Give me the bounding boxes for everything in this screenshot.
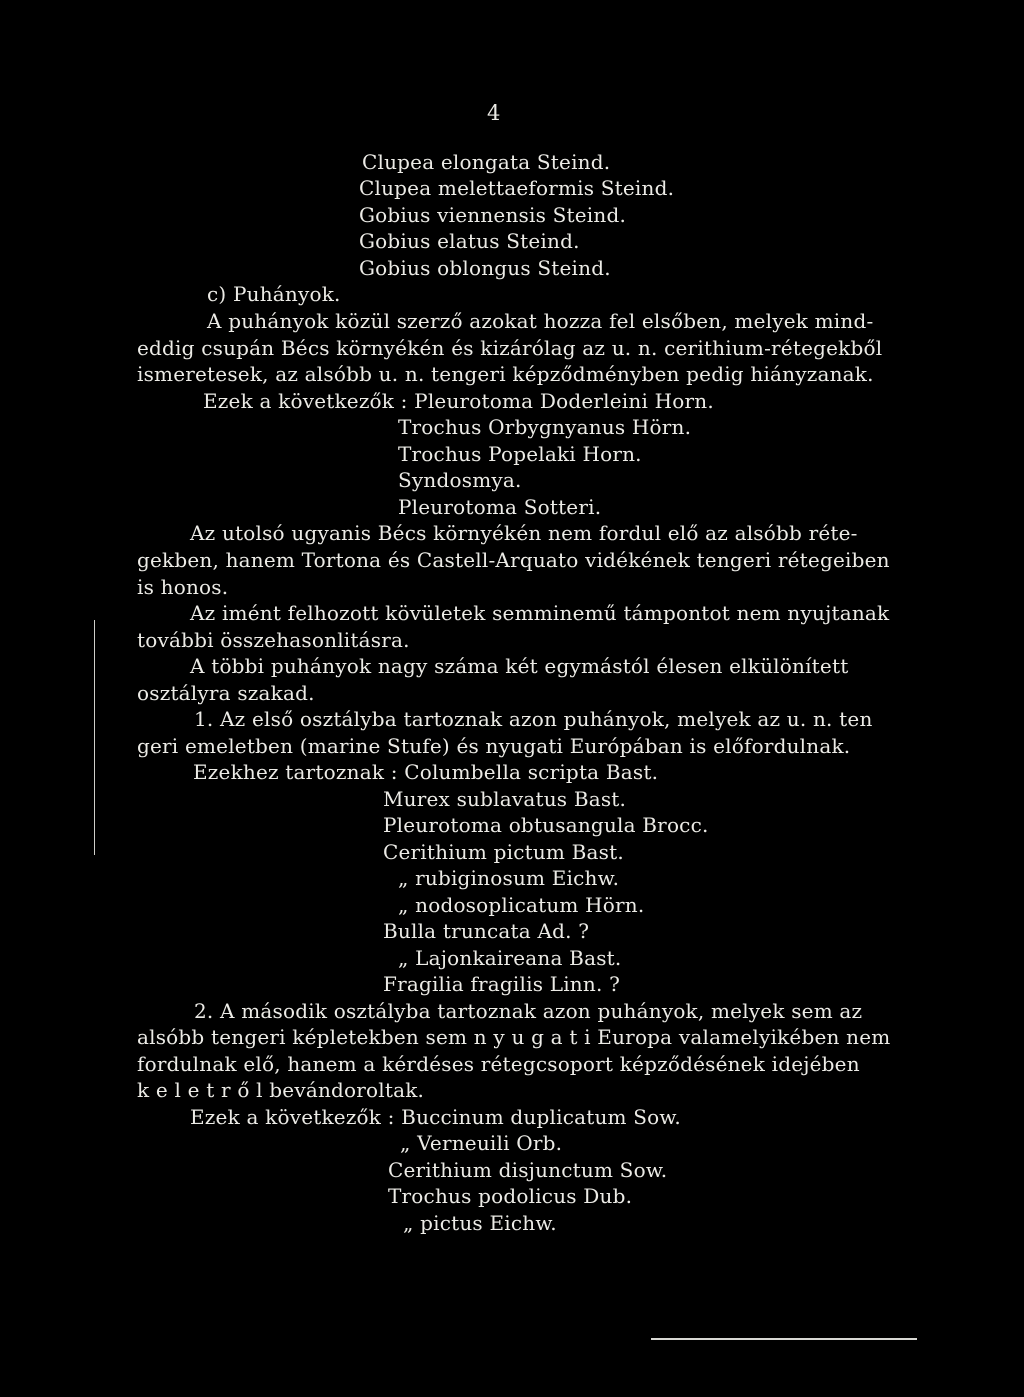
text-line: Ezek a következők : Buccinum duplicatum Sow. [190, 1105, 681, 1129]
section-heading: c) Puhányok. [207, 282, 341, 306]
text-line: Az utolsó ugyanis Bécs környékén nem fordul elő az alsóbb réte- [190, 521, 858, 545]
text-line: Gobius elatus Steind. [359, 229, 580, 253]
text-line: A többi puhányok nagy száma két egymástól élesen elkülönített [190, 654, 849, 678]
text-line: Gobius viennensis Steind. [359, 203, 627, 227]
text-line: Syndosmya. [398, 468, 522, 492]
text-line: Pleurotoma Sotteri. [398, 495, 602, 519]
text-line: Ezek a következők : Pleurotoma Doderleini Horn. [203, 389, 714, 413]
scan-edge-line [94, 620, 95, 855]
text-line: gekben, hanem Tortona és Castell-Arquato vidékének tengeri rétegeiben [137, 548, 890, 572]
text-line: Cerithium pictum Bast. [383, 840, 624, 864]
text-line: Pleurotoma obtusangula Brocc. [383, 813, 709, 837]
text-line: 2. A második osztályba tartoznak azon puhányok, melyek sem az [194, 999, 863, 1023]
text-line: Trochus Orbygnyanus Hörn. [398, 415, 692, 439]
text-line: Clupea elongata Steind. [362, 150, 611, 174]
text-line: Fragilia fragilis Linn. ? [383, 972, 621, 996]
text-line: fordulnak elő, hanem a kérdéses rétegcsoport képződésének idejében [137, 1052, 860, 1076]
text-line: „ pictus Eichw. [403, 1211, 557, 1235]
text-line: Bulla truncata Ad. ? [383, 919, 590, 943]
text-line: k e l e t r ő l bevándoroltak. [137, 1078, 425, 1102]
text-line: Gobius oblongus Steind. [359, 256, 611, 280]
text-line: osztályra szakad. [137, 681, 315, 705]
text-line: „ rubiginosum Eichw. [398, 866, 620, 890]
text-line: alsóbb tengeri képletekben sem n y u g a t i Europa valamelyikében nem [137, 1025, 891, 1049]
text-line: Trochus podolicus Dub. [388, 1184, 633, 1208]
text-line: további összehasonlitásra. [137, 628, 410, 652]
text-line: Murex sublavatus Bast. [383, 787, 627, 811]
text-line: 1. Az első osztályba tartoznak azon puhányok, melyek az u. n. ten [194, 707, 873, 731]
text-line: is honos. [137, 575, 229, 599]
text-line: ismeretesek, az alsóbb u. n. tengeri képződményben pedig hiányzanak. [137, 362, 874, 386]
text-line: „ Verneuili Orb. [400, 1131, 563, 1155]
text-line: Ezekhez tartoznak : Columbella scripta Bast. [193, 760, 659, 784]
page-number: 4 [487, 101, 501, 125]
text-line: A puhányok közül szerző azokat hozza fel elsőben, melyek mind- [207, 309, 874, 333]
text-line: eddig csupán Bécs környékén és kizárólag az u. n. cerithium-rétegekből [137, 336, 883, 360]
text-line: Trochus Popelaki Horn. [398, 442, 642, 466]
text-line: Cerithium disjunctum Sow. [388, 1158, 668, 1182]
text-line: Az imént felhozott kövületek semminemű támpontot nem nyujtanak [190, 601, 890, 625]
text-line: geri emeletben (marine Stufe) és nyugati Európában is előfordulnak. [137, 734, 851, 758]
footnote-rule [651, 1338, 917, 1340]
text-line: „ Lajonkaireana Bast. [398, 946, 622, 970]
text-line: Clupea melettaeformis Steind. [359, 176, 675, 200]
text-line: „ nodosoplicatum Hörn. [398, 893, 645, 917]
